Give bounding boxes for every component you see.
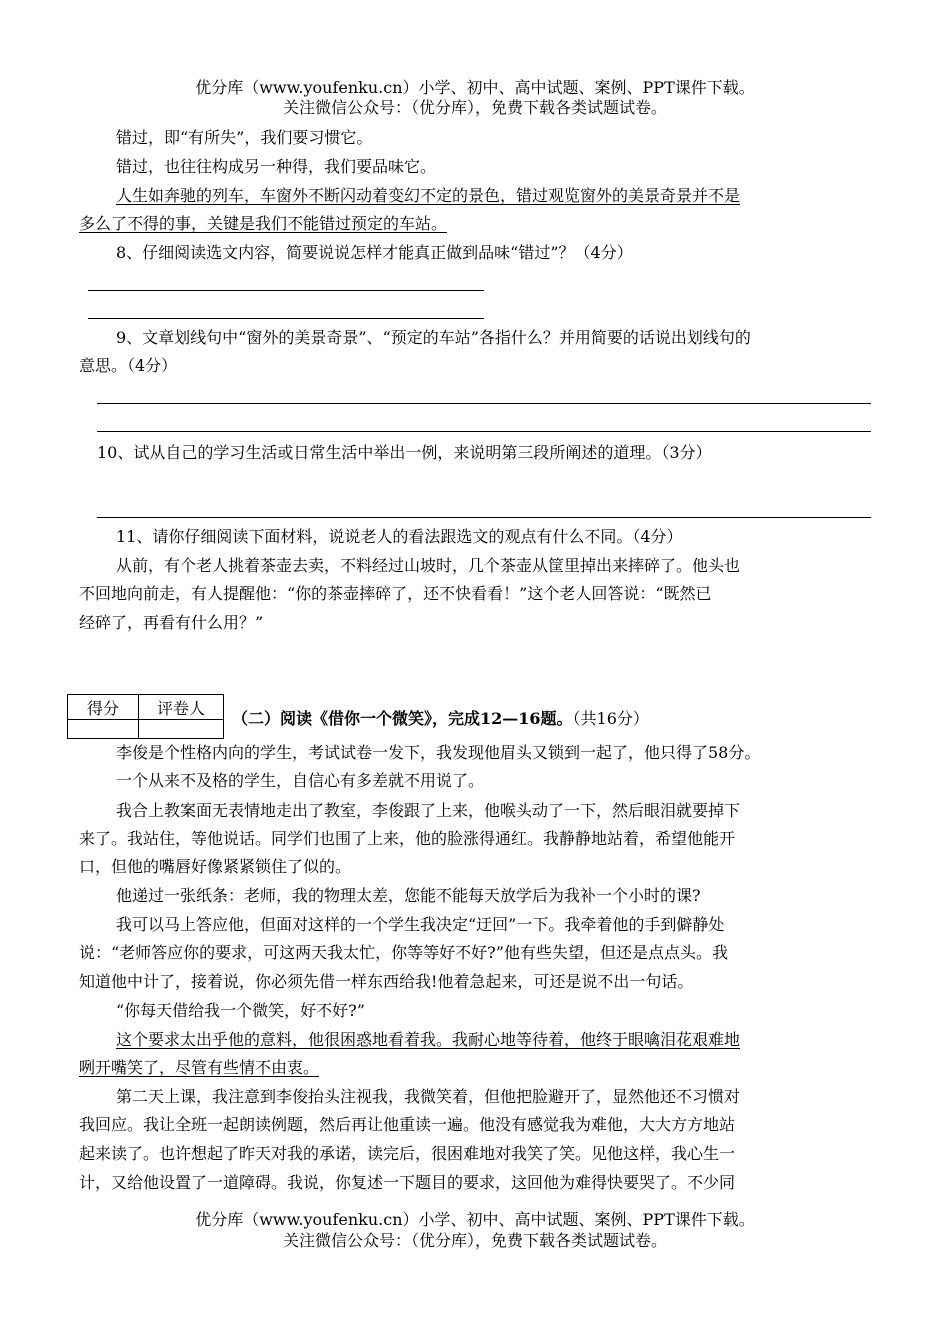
passage1-paragraph-1: 错过，即“有所失”，我们要习惯它。 <box>116 128 373 147</box>
question-9-line-1: 9、文章划线句中“窗外的美景奇景”、“预定的车站”各指什么？并用简要的话说出划线句的 <box>116 328 751 347</box>
passage2-line: 起来读了。也许想起了昨天对我的承诺，读完后，很困难地对我笑了笑。见他这样，我心生一 <box>79 1144 736 1163</box>
passage2-line: 一个从来不及格的学生，自信心有多差就不用说了。 <box>116 771 485 790</box>
passage2-line: 我合上教案面无表情地走出了教室，李俊跟了上来，他喉头动了一下，然后眼泪就要掉下 <box>116 801 741 820</box>
score-table <box>67 694 224 739</box>
section-2-points: （共16分） <box>572 709 649 728</box>
section-2-title <box>232 709 649 729</box>
material-line-3: 经碎了，再看有什么用？” <box>79 613 264 632</box>
answer-line[interactable] <box>97 431 871 432</box>
passage2-line: 我可以马上答应他，但面对这样的一个学生我决定“迂回”一下。我牵着他的手到僻静处 <box>116 915 725 934</box>
passage2-line: 他递过一张纸条：老师，我的物理太差，您能不能每天放学后为我补一个小时的课? <box>116 886 701 905</box>
answer-line[interactable] <box>97 517 871 518</box>
passage2-line: 知道他中计了，接着说，你必须先借一样东西给我!他着急起来，可还是说不出一句话。 <box>79 972 694 991</box>
answer-line[interactable] <box>88 290 484 291</box>
passage1-underlined-sentence-2: 多么了不得的事，关键是我们不能错过预定的车站。 <box>79 214 448 233</box>
passage2-underlined-line: 这个要求太出乎他的意料，他很困惑地看着我。我耐心地等待着，他终于眼噙泪花艰难地 <box>116 1030 741 1049</box>
passage2-line: 口，但他的嘴唇好像紧紧锁住了似的。 <box>79 857 352 876</box>
question-9-line-2: 意思。（4分） <box>79 356 178 375</box>
material-line-1: 从前，有个老人挑着茶壶去卖，不料经过山坡时，几个茶壶从筐里掉出来摔碎了。他头也 <box>116 556 741 575</box>
passage1-paragraph-2: 错过，也往往构成另一种得，我们要品味它。 <box>116 157 437 176</box>
score-header: 得分 <box>68 695 139 720</box>
answer-line[interactable] <box>88 318 484 319</box>
header-line-1: 优分库（www.youfenku.cn）小学、初中、高中试题、案例、PPT课件下载。 <box>195 78 755 97</box>
material-line-2: 不回地向前走，有人提醒他：“你的茶壶摔碎了，还不快看看！”这个老人回答说：“既然已 <box>79 584 712 603</box>
passage2-underlined-line: 咧开嘴笑了，尽管有些情不由衷。 <box>79 1058 320 1077</box>
passage2-line: 说：“老师答应你的要求，可这两天我太忙，你等等好不好?”他有些失望，但还是点点头。我 <box>79 943 728 962</box>
question-11: 11、请你仔细阅读下面材料，说说老人的看法跟选文的观点有什么不同。（4分） <box>116 527 683 546</box>
question-8: 8、仔细阅读选文内容，简要说说怎样才能真正做到品味“错过”？（4分） <box>116 243 633 262</box>
header-line-2: 关注微信公众号：（优分库），免费下载各类试题试卷。 <box>282 98 667 117</box>
footer-line-2: 关注微信公众号：（优分库），免费下载各类试题试卷。 <box>282 1231 667 1250</box>
passage1-underlined-sentence-1: 人生如奔驰的列车，车窗外不断闪动着变幻不定的景色，错过观览窗外的美景奇景并不是 <box>116 186 741 205</box>
section-2-heading: （二）阅读《借你一个微笑》，完成12—16题。 <box>232 709 573 728</box>
passage2-line: 李俊是个性格内向的学生，考试试卷一发下，我发现他眉头又锁到一起了，他只得了58分。 <box>116 743 761 762</box>
passage2-line: 来了。我站住，等他说话。同学们也围了上来，他的脸涨得通红。我静静地站着，希望他能开 <box>79 829 736 848</box>
passage2-line: 计，又给他设置了一道障碍。我说，你复述一下题目的要求，这回他为难得快要哭了。不少同 <box>79 1173 736 1192</box>
grader-cell[interactable] <box>139 720 224 739</box>
question-10: 10、试从自己的学习生活或日常生活中举出一例，来说明第三段所阐述的道理。（3分） <box>97 443 712 462</box>
passage2-line: 我回应。我让全班一起朗读例题，然后再让他重读一遍。他没有感觉我为难他，大大方方地站 <box>79 1115 736 1134</box>
score-cell[interactable] <box>68 720 139 739</box>
passage2-line: “你每天借给我一个微笑，好不好?” <box>116 1001 365 1020</box>
answer-line[interactable] <box>97 403 871 404</box>
grader-header: 评卷人 <box>139 695 224 720</box>
footer-line-1: 优分库（www.youfenku.cn）小学、初中、高中试题、案例、PPT课件下载。 <box>195 1210 755 1229</box>
passage2-line: 第二天上课，我注意到李俊抬头注视我，我微笑着，但他把脸避开了，显然他还不习惯对 <box>116 1087 741 1106</box>
